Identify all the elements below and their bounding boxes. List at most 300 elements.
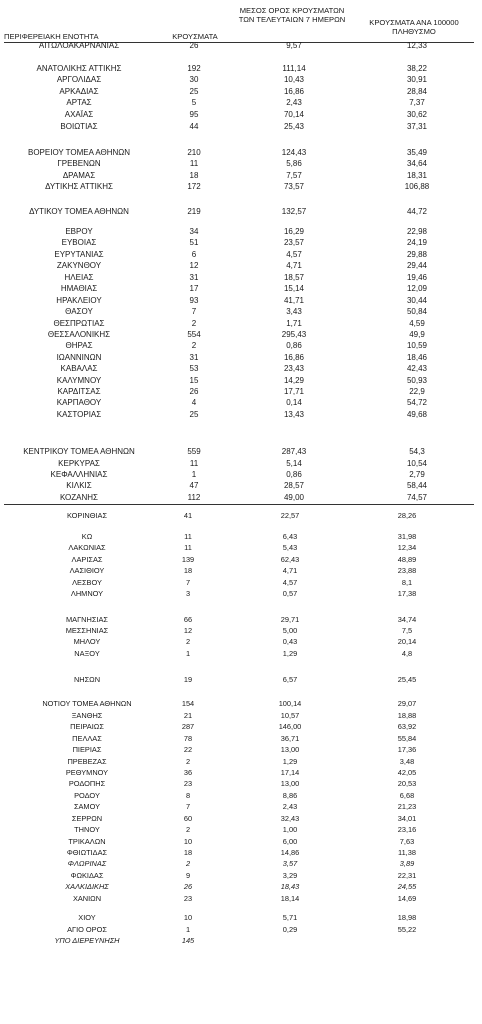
table-row [0, 637, 482, 647]
avg7-value: 29,71 [280, 615, 300, 624]
table-row [0, 182, 482, 192]
region-name: ΚΕΦΑΛΛΗΝΙΑΣ [50, 470, 108, 479]
per100k-value: 12,33 [406, 41, 428, 50]
table-row [0, 398, 482, 408]
cases-value: 2 [185, 757, 191, 766]
avg7-value: 73,57 [283, 182, 305, 191]
cases-value: 219 [187, 207, 201, 216]
page-divider [4, 504, 474, 505]
per100k-value: 11,38 [398, 848, 416, 857]
header-cases: ΚΡΟΥΣΜΑΤΑ [172, 32, 218, 41]
table-row [0, 307, 482, 317]
per100k-value: 3,48 [399, 757, 415, 766]
region-name: ΠΕΙΡΑΙΩΣ [70, 722, 104, 731]
avg7-value: 4,57 [286, 250, 302, 259]
table-row [0, 330, 482, 340]
cases-value: 5 [191, 98, 197, 107]
cases-value: 559 [187, 447, 201, 456]
per100k-value: 50,84 [406, 307, 428, 316]
region-name: ΔΥΤΙΚΟΥ ΤΟΜΕΑ ΑΘΗΝΩΝ [29, 207, 129, 216]
table-row [0, 566, 482, 576]
cases-value: 18 [189, 171, 199, 180]
per100k-value: 55,22 [397, 925, 417, 934]
table-row [0, 250, 482, 260]
per100k-value: 74,57 [406, 493, 428, 502]
region-name: ΘΑΣΟΥ [65, 307, 93, 316]
table-row [0, 768, 482, 778]
per100k-value: 12,09 [406, 284, 428, 293]
cases-value: 1 [185, 649, 191, 658]
cases-value: 139 [181, 555, 195, 564]
region-name: ΑΓΙΟ ΟΡΟΣ [67, 925, 107, 934]
per100k-value: 42,43 [406, 364, 428, 373]
table-row [0, 511, 482, 521]
region-name: ΛΗΜΝΟΥ [70, 589, 104, 598]
cases-value: 7 [185, 578, 191, 587]
table-row [0, 913, 482, 923]
avg7-value: 6,00 [282, 837, 298, 846]
per100k-value: 17,36 [397, 745, 417, 754]
region-name: ΚΩ [81, 532, 93, 541]
avg7-value: 18,14 [280, 894, 300, 903]
region-name: ΕΥΡΥΤΑΝΙΑΣ [54, 250, 104, 259]
per100k-value: 37,31 [406, 122, 428, 131]
table-row [0, 814, 482, 824]
per100k-value: 28,84 [406, 87, 428, 96]
table-row [0, 261, 482, 271]
per100k-value: 19,46 [406, 273, 428, 282]
cases-value: 1 [185, 925, 191, 934]
cases-value: 26 [189, 41, 199, 50]
avg7-value: 3,29 [282, 871, 298, 880]
region-name: ΑΡΚΑΔΙΑΣ [59, 87, 99, 96]
avg7-value: 5,14 [286, 459, 302, 468]
region-name: ΚΕΡΚΥΡΑΣ [58, 459, 100, 468]
region-name: ΔΡΑΜΑΣ [62, 171, 96, 180]
avg7-value: 5,43 [282, 543, 298, 552]
region-name: ΦΘΙΩΤΙΔΑΣ [66, 848, 108, 857]
table-row [0, 837, 482, 847]
table-row [0, 98, 482, 108]
table-row [0, 387, 482, 397]
cases-value: 172 [187, 182, 201, 191]
per100k-value: 17,38 [397, 589, 417, 598]
avg7-value: 5,86 [286, 159, 302, 168]
table-row [0, 459, 482, 469]
avg7-value: 17,71 [283, 387, 305, 396]
region-name: ΠΡΕΒΕΖΑΣ [67, 757, 107, 766]
table-row [0, 936, 482, 946]
region-name: ΝΗΣΩΝ [73, 675, 101, 684]
per100k-value: 49,68 [406, 410, 428, 419]
per100k-value: 23,88 [397, 566, 417, 575]
avg7-value: 18,57 [283, 273, 305, 282]
region-name: ΔΥΤΙΚΗΣ ΑΤΤΙΚΗΣ [45, 182, 113, 191]
region-name: ΚΙΛΚΙΣ [66, 481, 92, 490]
region-name: ΚΟΖΑΝΗΣ [59, 493, 99, 502]
region-name: ΚΑΒΑΛΑΣ [60, 364, 98, 373]
cases-value: 12 [189, 261, 199, 270]
table-row [0, 364, 482, 374]
avg7-value: 3,43 [286, 307, 302, 316]
region-name: ΡΟΔΟΠΗΣ [68, 779, 106, 788]
region-name: ΕΒΡΟΥ [65, 227, 93, 236]
table-row [0, 675, 482, 685]
cases-value: 31 [189, 353, 199, 362]
cases-value: 6 [191, 250, 197, 259]
region-name: ΙΩΑΝΝΙΝΩΝ [56, 353, 102, 362]
avg7-value: 1,71 [286, 319, 302, 328]
region-name: ΒΟΙΩΤΙΑΣ [60, 122, 98, 131]
cases-value: 4 [191, 398, 197, 407]
cases-value: 19 [183, 675, 193, 684]
region-name: ΞΑΝΘΗΣ [71, 711, 103, 720]
per100k-value: 31,98 [397, 532, 417, 541]
region-name: ΑΧΑΪΑΣ [64, 110, 94, 119]
region-name: ΜΗΛΟΥ [73, 637, 101, 646]
per100k-value: 34,01 [397, 814, 417, 823]
table-row [0, 122, 482, 132]
cases-value: 210 [187, 148, 201, 157]
avg7-value: 146,00 [278, 722, 302, 731]
table-row [0, 555, 482, 565]
table-row [0, 75, 482, 85]
cases-value: 25 [189, 410, 199, 419]
avg7-value: 1,29 [282, 757, 298, 766]
table-row [0, 894, 482, 904]
avg7-value: 10,43 [283, 75, 305, 84]
cases-value: 53 [189, 364, 199, 373]
per100k-value: 12,34 [397, 543, 417, 552]
avg7-value: 6,57 [282, 675, 298, 684]
avg7-value: 7,57 [286, 171, 302, 180]
cases-value: 11 [189, 159, 199, 168]
per100k-value: 18,31 [406, 171, 428, 180]
avg7-value: 1,00 [282, 825, 298, 834]
avg7-value: 111,14 [282, 64, 306, 73]
table-row [0, 171, 482, 181]
table-row [0, 615, 482, 625]
cases-value: 21 [183, 711, 193, 720]
per100k-value: 7,63 [399, 837, 415, 846]
header-region: ΠΕΡΙΦΕΡΕΙΑΚΗ ΕΝΟΤΗΤΑ [4, 32, 99, 41]
region-name: ΑΡΓΟΛΙΔΑΣ [56, 75, 102, 84]
per100k-value: 14,69 [397, 894, 417, 903]
avg7-value: 25,43 [283, 122, 305, 131]
avg7-value: 0,14 [286, 398, 302, 407]
avg7-value: 13,00 [280, 779, 300, 788]
region-name: ΑΙΤΩΛΟΑΚΑΡΝΑΝΙΑΣ [38, 41, 120, 50]
table-row [0, 589, 482, 599]
table-row [0, 410, 482, 420]
cases-value: 34 [189, 227, 199, 236]
per100k-value: 29,44 [406, 261, 428, 270]
per100k-value: 7,5 [401, 626, 413, 635]
region-name: ΣΑΜΟΥ [73, 802, 101, 811]
per100k-value: 49,9 [409, 330, 425, 339]
table-row [0, 273, 482, 283]
avg7-value: 15,14 [283, 284, 305, 293]
region-name: ΥΠΟ ΔΙΕΡΕΥΝΗΣΗ [54, 936, 120, 945]
cases-value: 8 [185, 791, 191, 800]
table-row [0, 238, 482, 248]
region-name: ΚΑΡΠΑΘΟΥ [56, 398, 102, 407]
avg7-value: 0,43 [282, 637, 298, 646]
per100k-value: 34,74 [397, 615, 417, 624]
region-name: ΛΑΚΩΝΙΑΣ [68, 543, 106, 552]
avg7-value: 70,14 [283, 110, 305, 119]
avg7-value: 100,14 [278, 699, 302, 708]
cases-value: 2 [191, 341, 197, 350]
region-name: ΛΑΡΙΣΑΣ [71, 555, 103, 564]
avg7-value: 295,43 [281, 330, 307, 339]
cases-value: 287 [181, 722, 195, 731]
cases-value: 17 [189, 284, 199, 293]
per100k-value: 20,14 [397, 637, 417, 646]
per100k-value: 30,44 [406, 296, 428, 305]
per100k-value: 10,59 [406, 341, 428, 350]
region-name: ΑΡΤΑΣ [66, 98, 92, 107]
table-row [0, 481, 482, 491]
region-name: ΜΑΓΝΗΣΙΑΣ [66, 615, 108, 624]
table-row [0, 871, 482, 881]
per100k-value: 38,22 [406, 64, 428, 73]
cases-value: 15 [189, 376, 199, 385]
cases-value: 2 [185, 859, 191, 868]
per100k-value: 55,84 [397, 734, 417, 743]
cases-value: 7 [185, 802, 191, 811]
table-row [0, 779, 482, 789]
per100k-value: 20,53 [397, 779, 417, 788]
per100k-value: 18,88 [397, 711, 417, 720]
avg7-value: 287,43 [281, 447, 307, 456]
avg7-value: 17,14 [280, 768, 300, 777]
table-row [0, 41, 482, 51]
region-name: ΚΑΡΔΙΤΣΑΣ [57, 387, 101, 396]
avg7-value: 23,43 [283, 364, 305, 373]
region-name: ΚΑΛΥΜΝΟΥ [56, 376, 102, 385]
cases-value: 95 [189, 110, 199, 119]
cases-value: 10 [183, 837, 193, 846]
region-name: ΜΕΣΣΗΝΙΑΣ [65, 626, 109, 635]
region-name: ΝΟΤΙΟΥ ΤΟΜΕΑ ΑΘΗΝΩΝ [42, 699, 132, 708]
table-row [0, 757, 482, 767]
cases-value: 36 [183, 768, 193, 777]
cases-value: 25 [189, 87, 199, 96]
per100k-value: 10,54 [406, 459, 428, 468]
cases-value: 44 [189, 122, 199, 131]
cases-value: 30 [189, 75, 199, 84]
table-row [0, 341, 482, 351]
table-row [0, 148, 482, 158]
avg7-value: 1,29 [282, 649, 298, 658]
avg7-value: 5,00 [282, 626, 298, 635]
cases-value: 154 [181, 699, 195, 708]
region-name: ΧΑΝΙΩΝ [72, 894, 102, 903]
table-row [0, 207, 482, 217]
region-name: ΑΝΑΤΟΛΙΚΗΣ ΑΤΤΙΚΗΣ [36, 64, 122, 73]
table-row [0, 722, 482, 732]
per100k-value: 3,89 [399, 859, 415, 868]
per100k-value: 7,37 [409, 98, 425, 107]
cases-value: 60 [183, 814, 193, 823]
per100k-value: 42,05 [397, 768, 417, 777]
table-row [0, 64, 482, 74]
avg7-value: 4,71 [286, 261, 302, 270]
region-name: ΤΗΝΟΥ [74, 825, 100, 834]
per100k-value: 21,23 [397, 802, 417, 811]
per100k-value: 44,72 [406, 207, 428, 216]
avg7-value: 16,86 [283, 87, 305, 96]
avg7-value: 16,86 [283, 353, 305, 362]
cases-value: 11 [184, 532, 192, 541]
per100k-value: 29,07 [397, 699, 417, 708]
avg7-value: 124,43 [281, 148, 307, 157]
avg7-value: 2,43 [282, 802, 298, 811]
per100k-value: 30,91 [406, 75, 428, 84]
avg7-value: 36,71 [280, 734, 300, 743]
per100k-value: 2,79 [409, 470, 425, 479]
table-row [0, 578, 482, 588]
cases-value: 26 [183, 882, 193, 891]
region-name: ΧΑΛΚΙΔΙΚΗΣ [65, 882, 109, 891]
avg7-value: 28,57 [283, 481, 305, 490]
per100k-value: 22,31 [397, 871, 417, 880]
table-row [0, 925, 482, 935]
table-row [0, 649, 482, 659]
table-row [0, 699, 482, 709]
avg7-value: 14,29 [283, 376, 305, 385]
table-row [0, 711, 482, 721]
region-name: ΗΛΕΙΑΣ [64, 273, 94, 282]
table-row [0, 376, 482, 386]
region-name: ΚΕΝΤΡΙΚΟΥ ΤΟΜΕΑ ΑΘΗΝΩΝ [23, 447, 135, 456]
cases-value: 18 [183, 566, 193, 575]
region-name: ΤΡΙΚΑΛΩΝ [68, 837, 106, 846]
avg7-value: 16,29 [283, 227, 305, 236]
per100k-value: 25,45 [397, 675, 417, 684]
cases-value: 3 [185, 589, 191, 598]
avg7-value: 10,57 [280, 711, 300, 720]
per100k-value: 22,9 [409, 387, 425, 396]
cases-value: 2 [191, 319, 197, 328]
cases-value: 10 [183, 913, 193, 922]
cases-value: 11 [184, 543, 192, 552]
per100k-value: 106,88 [404, 182, 430, 191]
region-name: ΣΕΡΡΩΝ [71, 814, 103, 823]
avg7-value: 23,57 [283, 238, 305, 247]
region-name: ΦΛΩΡΙΝΑΣ [67, 859, 107, 868]
per100k-value: 29,88 [406, 250, 428, 259]
per100k-value: 18,98 [397, 913, 417, 922]
avg7-value: 132,57 [281, 207, 307, 216]
avg7-value: 5,71 [282, 913, 298, 922]
cases-value: 23 [183, 779, 193, 788]
cases-value: 11 [189, 459, 199, 468]
cases-value: 7 [191, 307, 197, 316]
region-name: ΓΡΕΒΕΝΩΝ [57, 159, 101, 168]
region-name: ΘΗΡΑΣ [65, 341, 93, 350]
table-row [0, 296, 482, 306]
table-row [0, 734, 482, 744]
per100k-value: 8,1 [401, 578, 413, 587]
table-row [0, 882, 482, 892]
per100k-value: 24,19 [406, 238, 428, 247]
header-avg7: ΜΕΣΟΣ ΟΡΟΣ ΚΡΟΥΣΜΑΤΩΝ ΤΩΝ ΤΕΛΕΥΤΑΙΩΝ 7 ΗΜΕΡΩΝ [238, 6, 346, 25]
cases-value: 47 [189, 481, 199, 490]
region-name: ΒΟΡΕΙΟΥ ΤΟΜΕΑ ΑΘΗΝΩΝ [27, 148, 131, 157]
cases-value: 51 [189, 238, 199, 247]
avg7-value: 49,00 [283, 493, 305, 502]
avg7-value: 0,57 [282, 589, 298, 598]
per100k-value: 54,72 [406, 398, 428, 407]
per100k-value: 30,62 [406, 110, 428, 119]
per100k-value: 4,8 [401, 649, 413, 658]
avg7-value: 32,43 [280, 814, 300, 823]
table-row [0, 447, 482, 457]
avg7-value: 6,43 [282, 532, 298, 541]
avg7-value: 41,71 [283, 296, 305, 305]
cases-value: 23 [183, 894, 193, 903]
cases-value: 41 [183, 511, 193, 520]
table-row [0, 159, 482, 169]
cases-value: 192 [187, 64, 201, 73]
header-per100k: ΚΡΟΥΣΜΑΤΑ ΑΝΑ 100000 ΠΛΗΘΥΣΜΟ [369, 18, 459, 37]
table-row [0, 825, 482, 835]
region-name: ΠΙΕΡΙΑΣ [72, 745, 102, 754]
cases-value: 12 [183, 626, 193, 635]
region-name: ΘΕΣΠΡΩΤΙΑΣ [53, 319, 105, 328]
region-name: ΗΜΑΘΙΑΣ [60, 284, 98, 293]
avg7-value: 14,86 [280, 848, 300, 857]
avg7-value: 8,86 [282, 791, 298, 800]
region-name: ΚΟΡΙΝΘΙΑΣ [66, 511, 108, 520]
avg7-value: 4,57 [282, 578, 298, 587]
per100k-value: 4,59 [409, 319, 425, 328]
region-name: ΘΕΣΣΑΛΟΝΙΚΗΣ [47, 330, 111, 339]
region-name: ΖΑΚΥΝΘΟΥ [56, 261, 102, 270]
avg7-value: 2,43 [286, 98, 302, 107]
region-name: ΚΑΣΤΟΡΙΑΣ [56, 410, 102, 419]
cases-value: 22 [183, 745, 193, 754]
avg7-value: 22,57 [280, 511, 300, 520]
per100k-value: 28,26 [397, 511, 417, 520]
cases-value: 18 [183, 848, 193, 857]
table-row [0, 532, 482, 542]
cases-value: 66 [183, 615, 193, 624]
region-name: ΡΕΘΥΜΝΟΥ [65, 768, 109, 777]
table-row [0, 848, 482, 858]
per100k-value: 48,89 [397, 555, 417, 564]
region-name: ΗΡΑΚΛΕΙΟΥ [56, 296, 102, 305]
table-row [0, 802, 482, 812]
per100k-value: 18,46 [406, 353, 428, 362]
cases-value: 78 [183, 734, 193, 743]
cases-value: 145 [181, 936, 195, 945]
table-row [0, 353, 482, 363]
table-row [0, 284, 482, 294]
avg7-value: 62,43 [280, 555, 300, 564]
per100k-value: 35,49 [406, 148, 428, 157]
per100k-value: 24,55 [397, 882, 417, 891]
cases-value: 2 [185, 637, 191, 646]
per100k-value: 34,64 [406, 159, 428, 168]
region-name: ΛΑΣΙΘΙΟΥ [69, 566, 105, 575]
table-row [0, 626, 482, 636]
table-row [0, 745, 482, 755]
cases-value: 31 [189, 273, 199, 282]
table-row [0, 87, 482, 97]
